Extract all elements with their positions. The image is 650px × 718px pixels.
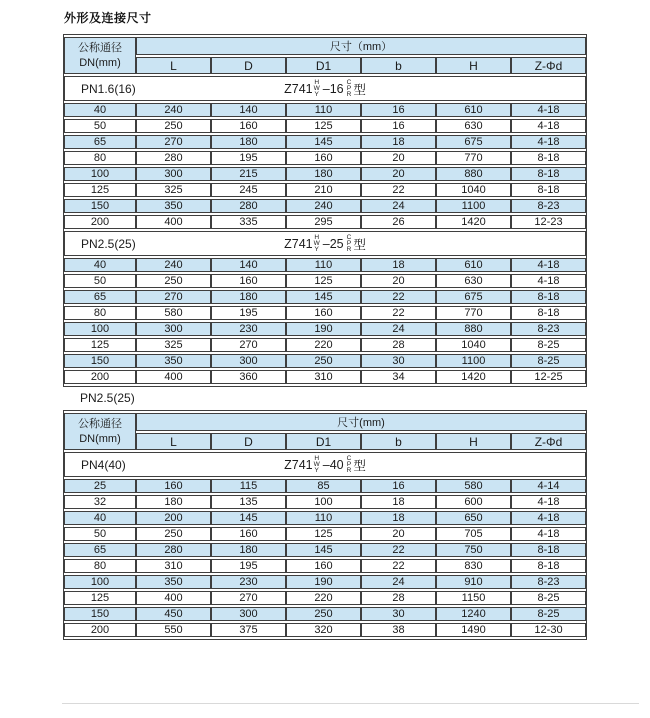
- table-cell: 22: [361, 543, 436, 557]
- col-header-Zd: Z-Φd: [511, 433, 586, 450]
- table-cell: 295: [286, 215, 361, 229]
- pn-section-row: [64, 76, 586, 101]
- table-cell: 600: [436, 495, 511, 509]
- col-header-dn: [64, 37, 136, 74]
- table-row: [64, 258, 586, 272]
- table-cell: 230: [211, 575, 286, 589]
- table-cell: 160: [211, 274, 286, 288]
- table-cell: 880: [436, 167, 511, 181]
- table-cell: 360: [211, 370, 286, 384]
- table-cell: 250: [136, 527, 211, 541]
- dn-cell: 40: [64, 258, 136, 272]
- model-letter-stack-2: [347, 80, 352, 98]
- model-letter: C: [346, 454, 352, 462]
- table-cell: 250: [136, 119, 211, 133]
- table-cell: 8-18: [511, 543, 586, 557]
- table-cell: 195: [211, 151, 286, 165]
- table-cell: 20: [361, 527, 436, 541]
- table-cell: 160: [286, 306, 361, 320]
- table-cell: 16: [361, 479, 436, 493]
- table-cell: 280: [211, 199, 286, 213]
- table-cell: 280: [136, 151, 211, 165]
- dn-cell: 150: [64, 199, 136, 213]
- table-cell: 910: [436, 575, 511, 589]
- model-letter-stack-1: [314, 80, 320, 98]
- table-row: [64, 199, 586, 213]
- table-cell: 12-25: [511, 370, 586, 384]
- model-letter: C: [346, 233, 352, 241]
- table-cell: 190: [286, 322, 361, 336]
- table-row: [64, 119, 586, 133]
- table-cell: 180: [136, 495, 211, 509]
- table-cell: 28: [361, 338, 436, 352]
- col-header-dn: [64, 413, 136, 450]
- table-cell: 12-30: [511, 623, 586, 637]
- table-row: [64, 511, 586, 525]
- dn-cell: 200: [64, 370, 136, 384]
- table-cell: 650: [436, 511, 511, 525]
- table-cell: 240: [286, 199, 361, 213]
- table-cell: 26: [361, 215, 436, 229]
- model-suffix: 型: [353, 237, 366, 252]
- table-cell: 1420: [436, 215, 511, 229]
- table-cell: 85: [286, 479, 361, 493]
- model-letter: C: [346, 78, 352, 86]
- table-cell: 335: [211, 215, 286, 229]
- table-cell: 300: [136, 167, 211, 181]
- model-letter: P: [346, 84, 352, 92]
- table-row: [64, 135, 586, 149]
- col-header-H: H: [436, 433, 511, 450]
- model-letter: W: [313, 84, 320, 92]
- table-cell: 20: [361, 167, 436, 181]
- table-cell: 220: [286, 338, 361, 352]
- col-header-b: b: [361, 433, 436, 450]
- table-cell: 195: [211, 306, 286, 320]
- dn-label-line1: 公称通径: [78, 418, 122, 431]
- dn-cell: 80: [64, 151, 136, 165]
- pn-section-cell: [64, 231, 586, 256]
- table-cell: 250: [136, 274, 211, 288]
- table-cell: 8-25: [511, 338, 586, 352]
- table-cell: 8-23: [511, 322, 586, 336]
- dn-label-line2: DN(mm): [79, 56, 121, 69]
- table-body: [64, 452, 586, 637]
- table-cell: 350: [136, 199, 211, 213]
- table-cell: 610: [436, 258, 511, 272]
- table-cell: 325: [136, 183, 211, 197]
- model-pressure: –16: [322, 81, 344, 96]
- table-cell: 195: [211, 559, 286, 573]
- table-cell: 135: [211, 495, 286, 509]
- table-row: [64, 306, 586, 320]
- model-prefix: Z741: [284, 457, 313, 472]
- table-cell: 320: [286, 623, 361, 637]
- model-letter: R: [346, 466, 352, 474]
- table-cell: 18: [361, 258, 436, 272]
- table-cell: 8-25: [511, 354, 586, 368]
- table-cell: 675: [436, 135, 511, 149]
- dn-cell: 100: [64, 322, 136, 336]
- table-row: [64, 215, 586, 229]
- pn-section-cell: [64, 76, 586, 101]
- table-row: [64, 495, 586, 509]
- table-cell: 310: [286, 370, 361, 384]
- table-cell: 830: [436, 559, 511, 573]
- table-cell: 4-18: [511, 135, 586, 149]
- table-cell: 400: [136, 215, 211, 229]
- table-row: [64, 322, 586, 336]
- dn-cell: 200: [64, 215, 136, 229]
- model-designation: [284, 235, 366, 253]
- model-letter: W: [313, 460, 320, 468]
- table-cell: 400: [136, 591, 211, 605]
- table-cell: 30: [361, 607, 436, 621]
- table-cell: 140: [211, 103, 286, 117]
- model-letter: H: [314, 454, 320, 462]
- table-row: [64, 103, 586, 117]
- dn-cell: 150: [64, 354, 136, 368]
- table-cell: 230: [211, 322, 286, 336]
- table-cell: 110: [286, 258, 361, 272]
- dn-cell: 32: [64, 495, 136, 509]
- dn-cell: 40: [64, 511, 136, 525]
- col-header-size-group: 尺寸（mm）: [136, 37, 586, 55]
- col-header-D1: D1: [286, 433, 361, 450]
- table-cell: 250: [286, 607, 361, 621]
- table-body: [64, 76, 586, 384]
- model-letter-stack-2: [347, 235, 352, 253]
- model-letter-stack-1: [314, 456, 320, 474]
- table-cell: 610: [436, 103, 511, 117]
- table-cell: 8-18: [511, 290, 586, 304]
- table-cell: 22: [361, 306, 436, 320]
- model-pressure: –40: [322, 457, 344, 472]
- table-cell: 145: [286, 543, 361, 557]
- table-cell: 160: [211, 527, 286, 541]
- table-cell: 240: [136, 103, 211, 117]
- model-designation: [284, 456, 366, 474]
- col-header-H: H: [436, 57, 511, 74]
- table-cell: 580: [436, 479, 511, 493]
- table-cell: 4-14: [511, 479, 586, 493]
- table-cell: 4-18: [511, 527, 586, 541]
- table-cell: 8-23: [511, 575, 586, 589]
- table-cell: 270: [136, 290, 211, 304]
- model-letter: W: [313, 239, 320, 247]
- model-letter: Y: [314, 245, 319, 253]
- table-cell: 4-18: [511, 119, 586, 133]
- model-suffix: 型: [353, 82, 366, 97]
- model-letter: P: [346, 460, 352, 468]
- table-cell: 145: [211, 511, 286, 525]
- table-cell: 580: [136, 306, 211, 320]
- dn-cell: 65: [64, 543, 136, 557]
- table-cell: 1150: [436, 591, 511, 605]
- table-cell: 1420: [436, 370, 511, 384]
- table-cell: 125: [286, 527, 361, 541]
- col-header-D: D: [211, 57, 286, 74]
- table-cell: 110: [286, 511, 361, 525]
- table-cell: 450: [136, 607, 211, 621]
- model-suffix: 型: [353, 458, 366, 473]
- dn-cell: 80: [64, 559, 136, 573]
- table-cell: 1040: [436, 183, 511, 197]
- col-header-Zd: Z-Φd: [511, 57, 586, 74]
- table-row: [64, 354, 586, 368]
- table-cell: 145: [286, 290, 361, 304]
- table-cell: 8-18: [511, 151, 586, 165]
- table-cell: 16: [361, 103, 436, 117]
- dn-cell: 50: [64, 527, 136, 541]
- dimensions-table-pn16-pn25: [63, 34, 587, 387]
- table-row: [64, 479, 586, 493]
- table-cell: 400: [136, 370, 211, 384]
- header-row-group: [64, 37, 586, 55]
- dn-cell: 100: [64, 575, 136, 589]
- table-row: [64, 575, 586, 589]
- table-cell: 180: [286, 167, 361, 181]
- dn-cell: 200: [64, 623, 136, 637]
- table-cell: 1100: [436, 199, 511, 213]
- header-row-columns: [64, 57, 586, 74]
- table-cell: 115: [211, 479, 286, 493]
- table-cell: 180: [211, 543, 286, 557]
- table-row: [64, 591, 586, 605]
- table-cell: 8-23: [511, 199, 586, 213]
- table-cell: 20: [361, 274, 436, 288]
- pn-label: PN1.6(16): [81, 81, 136, 96]
- header-row-group: [64, 413, 586, 431]
- table-row: [64, 183, 586, 197]
- pn-label: PN2.5(25): [81, 236, 136, 251]
- table-row: [64, 167, 586, 181]
- dn-cell: 100: [64, 167, 136, 181]
- model-letter: H: [314, 233, 320, 241]
- table-row: [64, 338, 586, 352]
- table-cell: 350: [136, 354, 211, 368]
- table-cell: 28: [361, 591, 436, 605]
- model-pressure: –25: [322, 236, 344, 251]
- col-header-D1: D1: [286, 57, 361, 74]
- table-cell: 125: [286, 274, 361, 288]
- table-cell: 110: [286, 103, 361, 117]
- table-cell: 180: [211, 135, 286, 149]
- table-cell: 240: [136, 258, 211, 272]
- table-cell: 880: [436, 322, 511, 336]
- table-cell: 24: [361, 322, 436, 336]
- table-cell: 300: [211, 607, 286, 621]
- table-cell: 100: [286, 495, 361, 509]
- pn-section-row: [64, 452, 586, 477]
- table-cell: 375: [211, 623, 286, 637]
- table-row: [64, 623, 586, 637]
- dn-cell: 25: [64, 479, 136, 493]
- model-prefix: Z741: [284, 81, 313, 96]
- pn-label: PN4(40): [81, 457, 126, 472]
- table-cell: 34: [361, 370, 436, 384]
- pn-wrap: [65, 453, 585, 476]
- table-cell: 145: [286, 135, 361, 149]
- table-row: [64, 370, 586, 384]
- table-row: [64, 151, 586, 165]
- model-letter: R: [346, 245, 352, 253]
- table-cell: 8-25: [511, 591, 586, 605]
- table-cell: 4-18: [511, 511, 586, 525]
- table-cell: 24: [361, 575, 436, 589]
- table-cell: 20: [361, 151, 436, 165]
- model-letter: R: [346, 90, 352, 98]
- table-cell: 200: [136, 511, 211, 525]
- table-cell: 630: [436, 274, 511, 288]
- table-cell: 245: [211, 183, 286, 197]
- col-header-L: L: [136, 57, 211, 74]
- dn-cell: 40: [64, 103, 136, 117]
- table-cell: 4-18: [511, 103, 586, 117]
- table-cell: 310: [136, 559, 211, 573]
- model-letter: P: [346, 239, 352, 247]
- table-cell: 220: [286, 591, 361, 605]
- dn-cell: 80: [64, 306, 136, 320]
- table-cell: 630: [436, 119, 511, 133]
- model-letter-stack-1: [314, 235, 320, 253]
- table-cell: 770: [436, 306, 511, 320]
- table-row: [64, 543, 586, 557]
- dn-cell: 65: [64, 135, 136, 149]
- table-cell: 300: [211, 354, 286, 368]
- dn-cell: 150: [64, 607, 136, 621]
- between-tables-label: PN2.5(25): [80, 391, 135, 405]
- table-cell: 1040: [436, 338, 511, 352]
- model-letter: H: [314, 78, 320, 86]
- dn-label-line1: 公称通径: [78, 42, 122, 55]
- table-cell: 300: [136, 322, 211, 336]
- model-letter: Y: [314, 90, 319, 98]
- pn-section-cell: [64, 452, 586, 477]
- table-cell: 325: [136, 338, 211, 352]
- dn-cell: 50: [64, 119, 136, 133]
- dn-cell: 125: [64, 183, 136, 197]
- pn-wrap: [65, 232, 585, 255]
- dn-cell: 50: [64, 274, 136, 288]
- table-cell: 160: [211, 119, 286, 133]
- table-cell: 18: [361, 495, 436, 509]
- table-cell: 24: [361, 199, 436, 213]
- table-cell: 280: [136, 543, 211, 557]
- table-cell: 350: [136, 575, 211, 589]
- col-header-size-group: 尺寸(mm): [136, 413, 586, 431]
- table-cell: 22: [361, 183, 436, 197]
- table-cell: 8-18: [511, 306, 586, 320]
- table-cell: 4-18: [511, 274, 586, 288]
- pn-section-row: [64, 231, 586, 256]
- table-row: [64, 559, 586, 573]
- page-content: [63, 9, 587, 640]
- table-cell: 30: [361, 354, 436, 368]
- table-cell: 270: [211, 591, 286, 605]
- table-cell: 8-18: [511, 183, 586, 197]
- table-cell: 750: [436, 543, 511, 557]
- table-cell: 8-25: [511, 607, 586, 621]
- table-cell: 215: [211, 167, 286, 181]
- table-cell: 250: [286, 354, 361, 368]
- col-header-L: L: [136, 433, 211, 450]
- table-cell: 125: [286, 119, 361, 133]
- table-cell: 210: [286, 183, 361, 197]
- model-designation: [284, 80, 366, 98]
- table-cell: 770: [436, 151, 511, 165]
- table-row: [64, 290, 586, 304]
- table-cell: 180: [211, 290, 286, 304]
- table-cell: 22: [361, 290, 436, 304]
- model-letter-stack-2: [347, 456, 352, 474]
- dn-cell: 125: [64, 338, 136, 352]
- table-cell: 12-23: [511, 215, 586, 229]
- table-cell: 675: [436, 290, 511, 304]
- table-cell: 190: [286, 575, 361, 589]
- table-row: [64, 527, 586, 541]
- table-cell: 550: [136, 623, 211, 637]
- table-cell: 8-18: [511, 559, 586, 573]
- dn-cell: 65: [64, 290, 136, 304]
- col-header-D: D: [211, 433, 286, 450]
- table-cell: 1100: [436, 354, 511, 368]
- table-cell: 270: [136, 135, 211, 149]
- table-cell: 38: [361, 623, 436, 637]
- table-cell: 140: [211, 258, 286, 272]
- table-cell: 16: [361, 119, 436, 133]
- table-row: [64, 607, 586, 621]
- page-title: 外形及连接尺寸: [64, 11, 152, 25]
- table-cell: 4-18: [511, 495, 586, 509]
- table-cell: 705: [436, 527, 511, 541]
- dn-cell: 125: [64, 591, 136, 605]
- page-bottom-divider: [62, 703, 639, 704]
- header-row-columns: [64, 433, 586, 450]
- col-header-b: b: [361, 57, 436, 74]
- model-prefix: Z741: [284, 236, 313, 251]
- model-letter: Y: [314, 466, 319, 474]
- table-cell: 18: [361, 135, 436, 149]
- dimensions-table-pn40: [63, 410, 587, 640]
- table-cell: 1240: [436, 607, 511, 621]
- table-cell: 22: [361, 559, 436, 573]
- table-cell: 4-18: [511, 258, 586, 272]
- table-cell: 160: [136, 479, 211, 493]
- table-row: [64, 274, 586, 288]
- table-cell: 1490: [436, 623, 511, 637]
- dn-label-line2: DN(mm): [79, 432, 121, 445]
- table-cell: 160: [286, 559, 361, 573]
- table-cell: 270: [211, 338, 286, 352]
- table-cell: 18: [361, 511, 436, 525]
- table-cell: 8-18: [511, 167, 586, 181]
- pn-wrap: [65, 77, 585, 100]
- table-cell: 160: [286, 151, 361, 165]
